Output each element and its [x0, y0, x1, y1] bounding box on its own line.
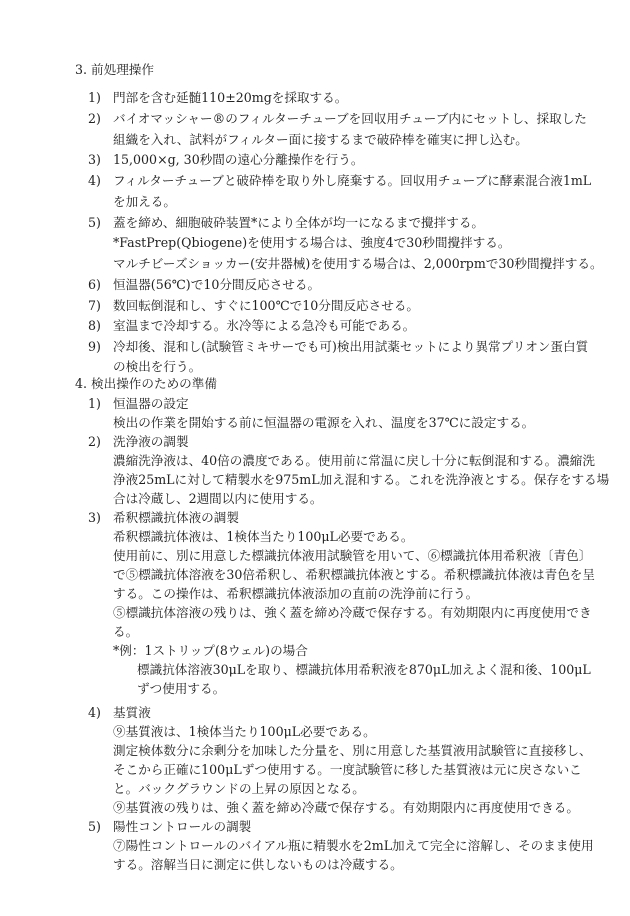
item-number: 4): [88, 705, 101, 720]
item-note: マルチビーズショッカー(安井器械)を使用する場合は、2,000rpmで30秒間攪拌する。: [113, 256, 603, 271]
item-text: 組織を入れ、試料がフィルター面に接するまで破砕棒を確実に押し込む。: [113, 132, 528, 147]
item-number: 4): [88, 173, 101, 188]
item-heading: 恒温器の設定: [113, 396, 189, 411]
item-heading: 希釈標識抗体液の調製: [113, 510, 239, 525]
item-text: する。この操作は、希釈標識抗体液添加の直前の洗浄前に行う。: [113, 586, 479, 601]
item-text: そこから正確に100μLずつ使用する。一度試験管に移した基質液は元に戻さないこ: [113, 762, 582, 777]
item-text: ⑦陽性コントロールのバイアル瓶に精製水を2mL加えて完全に溶解し、そのまま使用: [113, 838, 594, 853]
item-text: ⑨基質液の残りは、強く蓋を締め冷蔵で保存する。有効期限内に再度使用できる。: [113, 800, 579, 815]
item-number: 3): [88, 152, 101, 167]
item-text: 測定検体数分に余剰分を加味した分量を、別に用意した基質液用試験管に直接移し、: [113, 743, 592, 758]
item-number: 6): [88, 277, 101, 292]
item-text: 検出の作業を開始する前に恒温器の電源を入れ、温度を37℃に設定する。: [113, 415, 535, 430]
item-text: を加える。: [113, 194, 176, 209]
item-note: *FastPrep(Qbiogene)を使用する場合は、強度4で30秒間攪拌する。: [113, 235, 511, 250]
item-text: 恒温器(56℃)で10分間反応させる。: [113, 277, 321, 292]
item-number: 2): [88, 111, 101, 126]
item-example: *例：1ストリップ(8ウェル)の場合: [113, 643, 308, 658]
item-text: 冷却後、混和し(試験管ミキサーでも可)検出用試薬セットにより異常プリオン蛋白質: [113, 339, 589, 354]
item-text: フィルターチューブと破砕棒を取り外し廃棄する。回収用チューブに酵素混合液1mL: [113, 173, 592, 188]
item-text: で⑤標識抗体溶液を30倍希釈し、希釈標識抗体液とする。希釈標識抗体液は青色を呈: [113, 567, 595, 582]
item-text: る。: [113, 624, 139, 639]
item-text: の検出を行う。: [113, 359, 202, 374]
item-number: 5): [88, 215, 101, 230]
item-text: ⑤標識抗体溶液の残りは、強く蓋を締め冷蔵で保存する。有効期限内に再度使用でき: [113, 605, 592, 620]
item-text: 室温まで冷却する。氷冷等による急冷も可能である。: [113, 318, 416, 333]
item-number: 1): [88, 90, 101, 105]
item-heading: 陽性コントロールの調製: [113, 819, 252, 834]
item-text: と。バックグラウンドの上昇の原因となる。: [113, 781, 365, 796]
item-text: 15,000×g, 30秒間の遠心分離操作を行う。: [113, 152, 364, 167]
item-text: 濃縮洗浄液は、40倍の濃度である。使用前に常温に戻し十分に転倒混和する。濃縮洗: [113, 453, 595, 468]
item-text: 合は冷蔵し、2週間以内に使用する。: [113, 491, 323, 506]
item-number: 1): [88, 396, 101, 411]
item-number: 8): [88, 318, 101, 333]
item-number: 7): [88, 298, 101, 313]
item-heading: 基質液: [113, 705, 151, 720]
item-example-text: 標識抗体溶液30μLを取り、標識抗体用希釈液を870μL加えよく混和後、100μL: [137, 662, 591, 677]
item-text: 希釈標識抗体液は、1検体当たり100μL必要である。: [113, 529, 414, 544]
item-example-text: ずつ使用する。: [137, 681, 226, 696]
item-number: 2): [88, 434, 101, 449]
item-number: 9): [88, 339, 101, 354]
item-text: 蓋を締め、細胞破砕装置*により全体が均一になるまで攪拌する。: [113, 215, 485, 230]
item-number: 5): [88, 819, 101, 834]
item-heading: 洗浄液の調製: [113, 434, 189, 449]
section-title: 3. 前処理操作: [75, 62, 154, 77]
item-number: 3): [88, 510, 101, 525]
item-text: 浄液25mLに対して精製水を975mL加え混和する。これを洗浄液とする。保存をする場: [113, 472, 610, 487]
item-text: 門部を含む延髄110±20mgを採取する。: [113, 90, 348, 105]
item-text: ⑨基質液は、1検体当たり100μL必要である。: [113, 724, 376, 739]
item-text: する。溶解当日に測定に供しないものは冷蔵する。: [113, 857, 403, 872]
item-text: 数回転倒混和し、すぐに100℃で10分間反応させる。: [113, 298, 420, 313]
item-text: バイオマッシャー®のフィルターチューブを回収用チューブ内にセットし、採取した: [113, 111, 587, 126]
section-title: 4. 検出操作のための準備: [75, 376, 217, 391]
item-text: 使用前に、別に用意した標識抗体液用試験管を用いて、⑥標識抗体用希釈液〔青色〕: [113, 548, 592, 563]
